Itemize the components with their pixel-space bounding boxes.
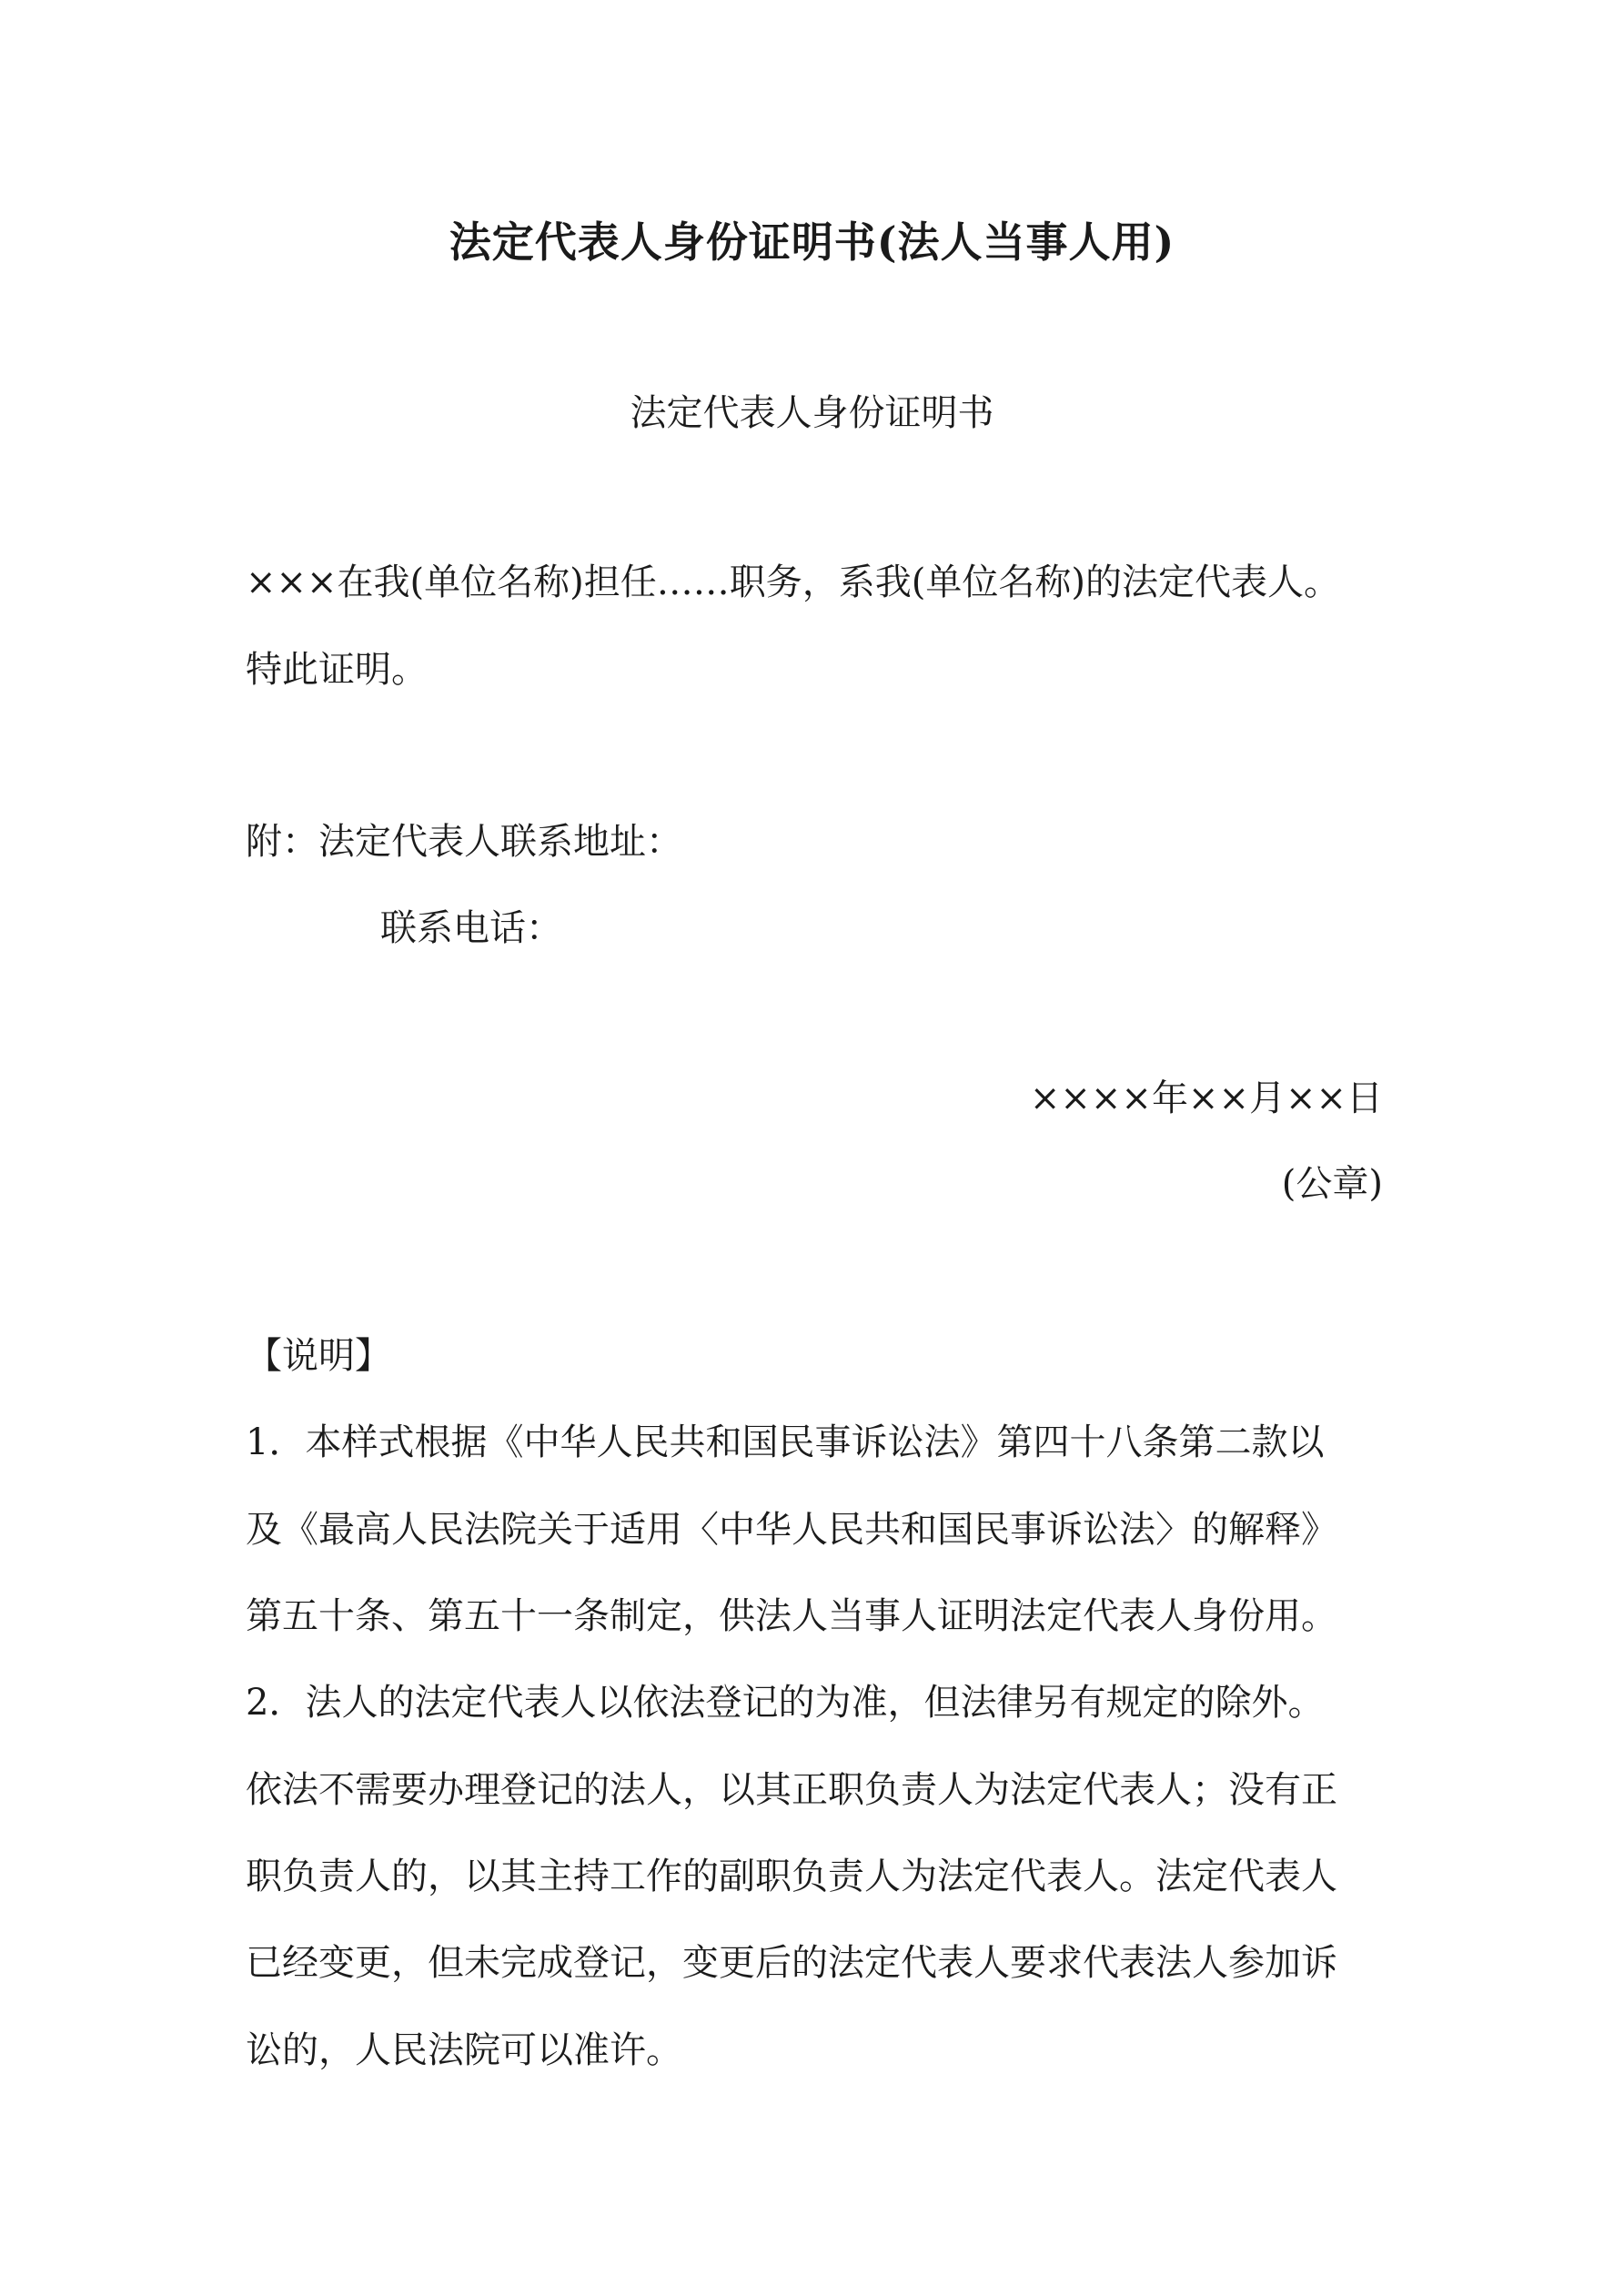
- signature-seal: (公章): [1281, 1163, 1383, 1205]
- certify-text: 特此证明。: [246, 649, 428, 691]
- notes-line: 讼的，人民法院可以准许。: [246, 2029, 682, 2071]
- notes-line: 1．本样式根据《中华人民共和国民事诉讼法》第四十八条第二款以: [246, 1421, 1325, 1463]
- document-subtitle: 法定代表人身份证明书: [630, 392, 994, 434]
- statement-text: ×××在我(单位名称)担任……职务，系我(单位名称)的法定代表人。: [246, 561, 1340, 603]
- document-title: 法定代表人身份证明书(法人当事人用): [449, 217, 1175, 267]
- notes-line: 已经变更，但未完成登记，变更后的法定代表人要求代表法人参加诉: [246, 1942, 1337, 1984]
- attachment-address-label: 附：法定代表人联系地址：: [246, 821, 682, 863]
- signature-date: ××××年××月××日: [1029, 1077, 1383, 1119]
- notes-heading: 【说明】: [246, 1335, 391, 1377]
- notes-line: 第五十条、第五十一条制定，供法人当事人证明法定代表人身份用。: [246, 1595, 1337, 1637]
- attachment-phone-label: 联系电话：: [380, 907, 562, 949]
- notes-line: 及《最高人民法院关于适用〈中华人民共和国民事诉讼法〉的解释》: [246, 1509, 1337, 1551]
- notes-line: 2．法人的法定代表人以依法登记的为准，但法律另有规定的除外。: [246, 1682, 1325, 1724]
- notes-line: 职负责人的，以其主持工作的副职负责人为法定代表人。法定代表人: [246, 1856, 1337, 1897]
- notes-line: 依法不需要办理登记的法人，以其正职负责人为法定代表人；没有正: [246, 1769, 1337, 1811]
